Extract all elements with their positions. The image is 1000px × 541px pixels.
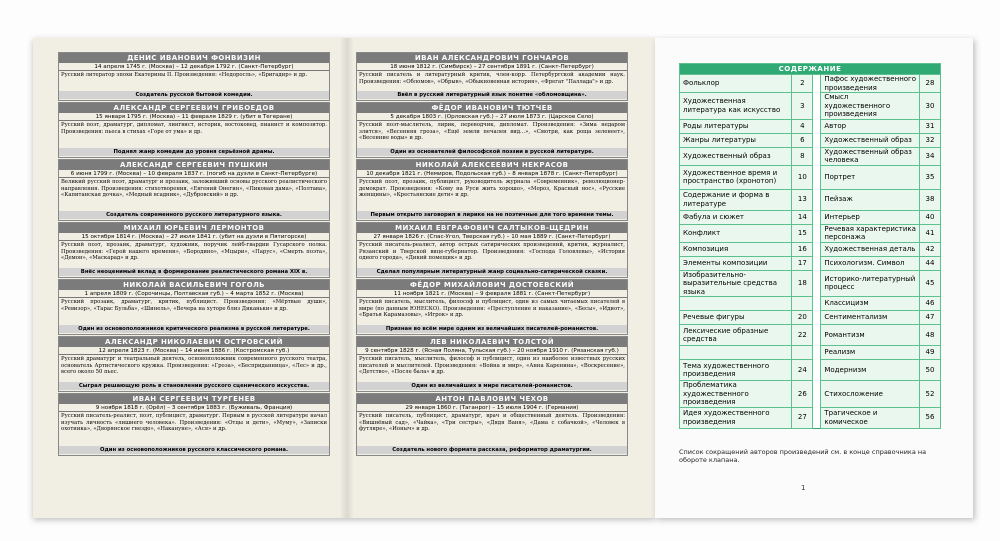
author-name: АЛЕКСАНДР НИКОЛАЕВИЧ ОСТРОВСКИЙ <box>59 337 329 347</box>
contents-gap <box>813 311 821 325</box>
author-description: Русский писатель-реалист, поэт, публицист, драматург. Первым в русской литературе начал изучать личность «лишнего человека». Произведения: «Отцы и дети», «Муму», «Записки охотника», «Дворянское гнездо», «Накануне», «Ася» и др. <box>61 413 327 433</box>
contents-topic: Сентиментализм <box>821 311 920 325</box>
contents-page: 2 <box>792 75 813 93</box>
author-description: Русский писатель-реалист, автор острых сатирических произведений, критик, журналист, Рязанский и Тверской вице-губернатор. Произведения: «Господа Головлевы», «История одного города», «Дикий помещик» и др. <box>359 242 625 262</box>
author-description: Русский писатель, мыслитель, философ и публицист, один из наиболее известных русских писателей и мыслителей. Произведения: «Война и мир», «Анна Каренина», «Воскресение», «Детство», «После бала» и др. <box>359 356 625 376</box>
contents-page: 44 <box>920 256 941 270</box>
contents-topic: Фольклор <box>680 75 792 93</box>
contents-page: 41 <box>920 224 941 242</box>
contents-topic: Историко-литературный процесс <box>821 270 920 297</box>
author-block <box>356 52 628 101</box>
contents-topic: Тема художественного произведения <box>680 360 792 381</box>
contents-page: 47 <box>920 311 941 325</box>
contents-row <box>680 133 941 147</box>
contents-topic: Речевые фигуры <box>680 311 792 325</box>
author-significance: Поднял жанр комедии до уровня серьёзной драмы. <box>59 148 329 156</box>
contents-page: 48 <box>920 325 941 346</box>
contents-row <box>680 297 941 311</box>
author-description: Русский писатель и литературный критик, член-корр. Петербургской академии наук. Произведения: «Обломов», «Обрыв», «Обыкновенная история», «Фрегат "Паллада"» и др. <box>359 72 625 85</box>
contents-topic: Стихосложение <box>821 381 920 408</box>
author-block <box>356 393 628 456</box>
contents-topic: Роды литературы <box>680 119 792 133</box>
contents-topic <box>680 297 792 311</box>
author-description: Великий русский поэт, драматург и прозаик, заложивший основы русского реалистического направления. Произведения: стихотворения, «Евгений Онегин», «Пиковая дама», «Полтава», «Капитанская дочка», «Медный всадник», «Дубровский» и др. <box>61 179 327 199</box>
contents-topic: Романтизм <box>821 325 920 346</box>
contents-gap <box>813 210 821 224</box>
contents-topic: Классицизм <box>821 297 920 311</box>
author-block <box>58 159 330 221</box>
author-block <box>356 279 628 335</box>
author-dates: 10 декабря 1821 г. (Немиров, Подольская губ.) – 8 января 1878 г. (Санкт-Петербург) <box>357 170 627 178</box>
contents-page <box>792 297 813 311</box>
contents-topic: Изобразительно-выразительные средства языка <box>680 270 792 297</box>
author-dates: 6 июня 1799 г. (Москва) – 10 февраля 1837 г. (погиб на дуэли в Санкт-Петербурге) <box>59 170 329 178</box>
author-dates: 15 октября 1814 г. (Москва) – 27 июля 1841 г. (убит на дуэли в Пятигорске) <box>59 233 329 241</box>
author-dates: 1 апреля 1809 г. (Сорочинцы, Полтавская губ.) – 4 марта 1852 г. (Москва) <box>59 290 329 298</box>
contents-page: 32 <box>920 133 941 147</box>
contents-gap <box>813 346 821 360</box>
author-dates: 11 ноября 1821 г. (Москва) – 9 февраля 1881 г. (Санкт-Петербург) <box>357 290 627 298</box>
contents-page: 28 <box>920 75 941 93</box>
contents-row <box>680 311 941 325</box>
author-name: НИКОЛАЙ АЛЕКСЕЕВИЧ НЕКРАСОВ <box>357 160 627 170</box>
contents-gap <box>813 407 821 428</box>
author-dates: 12 апреля 1823 г. (Москва) – 14 июня 1886 г. (Костромская губ.) <box>59 347 329 355</box>
contents-table <box>679 63 941 429</box>
author-description: Русский поэт, прозаик, публицист, руководитель журнала «Современник», революционер-демократ. Произведения: «Кому на Руси жить хорошо», «Мороз, Красный нос», «Русские женщины», «Крестьянские дети» и др. <box>359 179 625 199</box>
contents-row <box>680 360 941 381</box>
contents-page: 52 <box>920 381 941 408</box>
contents-gap <box>813 360 821 381</box>
author-significance: Один из основоположников русского классического романа. <box>59 446 329 454</box>
authors-column-right <box>356 52 628 457</box>
contents-row <box>680 119 941 133</box>
contents-page: 38 <box>920 189 941 210</box>
author-description: Русский прозаик, драматург, критик, публицист. Произведения: «Мёртвые души», «Ревизор», «Тарас Бульба», «Шинель», «Вечера на хуторе близ Диканьки» и др. <box>61 299 327 312</box>
contents-topic: Композиция <box>680 242 792 256</box>
contents-topic: Автор <box>821 119 920 133</box>
author-significance: Первым открыто заговорил в лирике на не поэтичные для того времени темы. <box>357 211 627 219</box>
author-description: Русский поэт, драматург, дипломат, лингвист, историк, востоковед, пианист и композитор. Произведения: пьеса в стихах «Горе от ума» и др. <box>61 122 327 135</box>
contents-page: 24 <box>792 360 813 381</box>
author-description: Русский литератор эпохи Екатерины II. Произведения: «Недоросль», «Бригадир» и др. <box>61 72 308 78</box>
author-name: ИВАН АЛЕКСАНДРОВИЧ ГОНЧАРОВ <box>357 53 627 63</box>
contents-row <box>680 147 941 165</box>
author-dates: 27 января 1826 г. (Спас-Угол, Тверская губ.) – 10 мая 1889 г. (Санкт-Петербург) <box>357 233 627 241</box>
contents-page: 27 <box>792 407 813 428</box>
author-significance: Сыграл решающую роль в становлении русского сценического искусства. <box>59 382 329 390</box>
author-name: АЛЕКСАНДР СЕРГЕЕВИЧ ГРИБОЕДОВ <box>59 103 329 113</box>
contents-row <box>680 210 941 224</box>
contents-row <box>680 93 941 120</box>
contents-topic: Пейзаж <box>821 189 920 210</box>
contents-title: СОДЕРЖАНИЕ <box>680 64 941 75</box>
author-block <box>356 222 628 278</box>
contents-gap <box>813 133 821 147</box>
contents-gap <box>813 165 821 189</box>
contents-page: 6 <box>792 133 813 147</box>
contents-topic: Художественный образ <box>680 147 792 165</box>
author-block <box>58 336 330 392</box>
author-significance: Внёс неоценимый вклад в формирование реалистического романа XIX в. <box>59 268 329 276</box>
author-name: АНТОН ПАВЛОВИЧ ЧЕХОВ <box>357 394 627 404</box>
contents-row <box>680 224 941 242</box>
author-significance: Сделал популярным литературный жанр социально-сатирической сказки. <box>357 268 627 276</box>
contents-gap <box>813 93 821 120</box>
contents-page: 40 <box>920 210 941 224</box>
author-name: ИВАН СЕРГЕЕВИЧ ТУРГЕНЕВ <box>59 394 329 404</box>
author-significance: Один из величайших в мире писателей-романистов. <box>357 382 627 390</box>
contents-page: 14 <box>792 210 813 224</box>
contents-row <box>680 75 941 93</box>
contents-page: 10 <box>792 165 813 189</box>
author-block <box>58 52 330 101</box>
contents-page: 56 <box>920 407 941 428</box>
author-dates: 29 января 1860 г. (Таганрог) – 15 июля 1904 г. (Германия) <box>357 404 627 412</box>
contents-topic: Смысл художественного произведения <box>821 93 920 120</box>
author-description: Русский писатель, публицист, драматург, врач и общественный деятель. Произведения: «Вишнёвый сад», «Чайка», «Три сестры», «Дядя Ваня», «Дама с собачкой», «Человек в футляре», «Ионыч» и др. <box>359 413 625 433</box>
author-block <box>58 279 330 335</box>
author-block <box>58 222 330 278</box>
author-description: Русский поэт, прозаик, драматург, художник, поручик лейб-гвардии Гусарского полка. Произведения: «Герой нашего времени», «Бородино», «Мцыри», «Парус», «Смерть поэта», «Демон», «Маскарад» и др. <box>61 242 327 262</box>
contents-page: 16 <box>792 242 813 256</box>
contents-gap <box>813 147 821 165</box>
author-significance: Ввёл в русский литературный язык понятие «обломовщина». <box>357 91 627 99</box>
author-dates: 15 января 1795 г. (Москва) – 11 февраля 1829 г. (убит в Тегеране) <box>59 113 329 121</box>
contents-page: 50 <box>920 360 941 381</box>
author-dates: 5 декабря 1803 г. (Орловская губ.) – 27 июля 1873 г. (Царское Село) <box>357 113 627 121</box>
author-significance: Один из основоположников критического реализма в русской литературе. <box>59 325 329 333</box>
contents-gap <box>813 381 821 408</box>
author-description: Русский поэт-мыслитель, лирик, переводчик, дипломат. Произведения: «Зима недаром злится», «Весенняя гроза», «Ещё земли печален вид...», «Смотри, как роща зеленеет», «Весенние воды» и др. <box>359 122 625 142</box>
author-name: ДЕНИС ИВАНОВИЧ ФОНВИЗИН <box>59 53 329 63</box>
contents-topic <box>680 346 792 360</box>
contents-topic: Художественная деталь <box>821 242 920 256</box>
author-name: НИКОЛАЙ ВАСИЛЬЕВИЧ ГОГОЛЬ <box>59 280 329 290</box>
contents-page: 35 <box>920 165 941 189</box>
contents-topic: Психологизм. Символ <box>821 256 920 270</box>
author-significance: Создатель русской бытовой комедии. <box>59 91 329 99</box>
contents-topic: Трагическое и комическое <box>821 407 920 428</box>
author-dates: 9 ноября 1818 г. (Орёл) – 3 сентября 1883 г. (Буживаль, Франция) <box>59 404 329 412</box>
contents-topic: Модернизм <box>821 360 920 381</box>
author-block <box>356 336 628 392</box>
page-fold <box>340 38 354 518</box>
author-block <box>356 159 628 221</box>
contents-topic: Элементы композиции <box>680 256 792 270</box>
contents-topic: Проблематика художественного произведения <box>680 381 792 408</box>
contents-topic: Жанры литературы <box>680 133 792 147</box>
contents-page: 45 <box>920 270 941 297</box>
contents-page: 13 <box>792 189 813 210</box>
contents-page: 30 <box>920 93 941 120</box>
author-significance: Создатель нового формата рассказа, реформатор драматургии. <box>357 446 627 454</box>
contents-row <box>680 189 941 210</box>
contents-gap <box>813 75 821 93</box>
contents-page: 22 <box>792 325 813 346</box>
contents-gap <box>813 242 821 256</box>
contents-page: 18 <box>792 270 813 297</box>
contents-page: 4 <box>792 119 813 133</box>
contents-topic: Содержание и форма в литературе <box>680 189 792 210</box>
author-description: Русский писатель, мыслитель, философ и публицист, один из самых читаемых писателей в мире (по данным ЮНЕСКО). Произведения: «Преступление и наказание», «Бесы», «Идиот», «Братья Карамазовы», «Игрок» и др. <box>359 299 625 319</box>
contents-page: 31 <box>920 119 941 133</box>
contents-topic: Лексические образные средства <box>680 325 792 346</box>
author-dates: 18 июня 1812 г. (Симбирск) – 27 сентября 1891 г. (Санкт-Петербург) <box>357 63 627 71</box>
author-description: Русский драматург и театральный деятель, основоположник современного русского театра, основатель Артистического кружка. Произведения: «Гроза», «Бесприданница», «Лес» и др., всего около 50 пьес. <box>61 356 327 376</box>
author-block <box>58 102 330 158</box>
contents-topic: Художественный образ человека <box>821 147 920 165</box>
contents-gap <box>813 256 821 270</box>
contents-topic: Художественная литература как искусство <box>680 93 792 120</box>
contents-gap <box>813 119 821 133</box>
contents-page: 8 <box>792 147 813 165</box>
contents-page: 46 <box>920 297 941 311</box>
contents-row <box>680 407 941 428</box>
author-name: ЛЕВ НИКОЛАЕВИЧ ТОЛСТОЙ <box>357 337 627 347</box>
page-number: 1 <box>801 484 806 492</box>
contents-gap <box>813 224 821 242</box>
author-dates: 9 сентября 1828 г. (Ясная Поляна, Тульская губ.) – 20 ноября 1910 г. (Рязанская губ.) <box>357 347 627 355</box>
contents-topic: Художественное время и пространство (хронотоп) <box>680 165 792 189</box>
author-name: ФЁДОР МИХАЙЛОВИЧ ДОСТОЕВСКИЙ <box>357 280 627 290</box>
contents-gap <box>813 270 821 297</box>
contents-row <box>680 346 941 360</box>
contents-page: 3 <box>792 93 813 120</box>
contents-topic: Фабула и сюжет <box>680 210 792 224</box>
authors-column-left <box>58 52 330 457</box>
contents-gap <box>813 325 821 346</box>
contents-topic: Конфликт <box>680 224 792 242</box>
contents-topic: Речевая характеристика персонажа <box>821 224 920 242</box>
contents-gap <box>813 189 821 210</box>
contents-topic: Пафос художественного произведения <box>821 75 920 93</box>
contents-row <box>680 381 941 408</box>
contents-row <box>680 325 941 346</box>
author-name: ФЁДОР ИВАНОВИЧ ТЮТЧЕВ <box>357 103 627 113</box>
contents-gap <box>813 297 821 311</box>
contents-page: 34 <box>920 147 941 165</box>
author-dates: 14 апреля 1745 г. (Москва) – 12 декабря 1792 г. (Санкт-Петербург) <box>59 63 329 71</box>
author-name: МИХАИЛ ЮРЬЕВИЧ ЛЕРМОНТОВ <box>59 223 329 233</box>
contents-topic: Портрет <box>821 165 920 189</box>
author-block <box>356 102 628 158</box>
contents-page: 26 <box>792 381 813 408</box>
footnote: Список сокращений авторов произведений см. в конце справочника на обороте клапана. <box>679 448 927 464</box>
contents-page <box>792 346 813 360</box>
contents-row <box>680 165 941 189</box>
contents-row <box>680 242 941 256</box>
contents-page: 15 <box>792 224 813 242</box>
author-significance: Один из основателей философской поэзии в русской литературе. <box>357 148 627 156</box>
author-block <box>58 393 330 456</box>
contents-page: 49 <box>920 346 941 360</box>
contents-topic: Интерьер <box>821 210 920 224</box>
contents-page: 42 <box>920 242 941 256</box>
author-name: АЛЕКСАНДР СЕРГЕЕВИЧ ПУШКИН <box>59 160 329 170</box>
contents-page: 17 <box>792 256 813 270</box>
contents-topic: Идея художественного произведения <box>680 407 792 428</box>
contents-page: 20 <box>792 311 813 325</box>
author-significance: Признан во всём мире одним из величайших писателей-романистов. <box>357 325 627 333</box>
contents-row <box>680 270 941 297</box>
contents-topic: Художественный образ <box>821 133 920 147</box>
contents-row <box>680 256 941 270</box>
contents-topic: Реализм <box>821 346 920 360</box>
author-name: МИХАИЛ ЕВГРАФОВИЧ САЛТЫКОВ-ЩЕДРИН <box>357 223 627 233</box>
author-significance: Создатель современного русского литературного языка. <box>59 211 329 219</box>
